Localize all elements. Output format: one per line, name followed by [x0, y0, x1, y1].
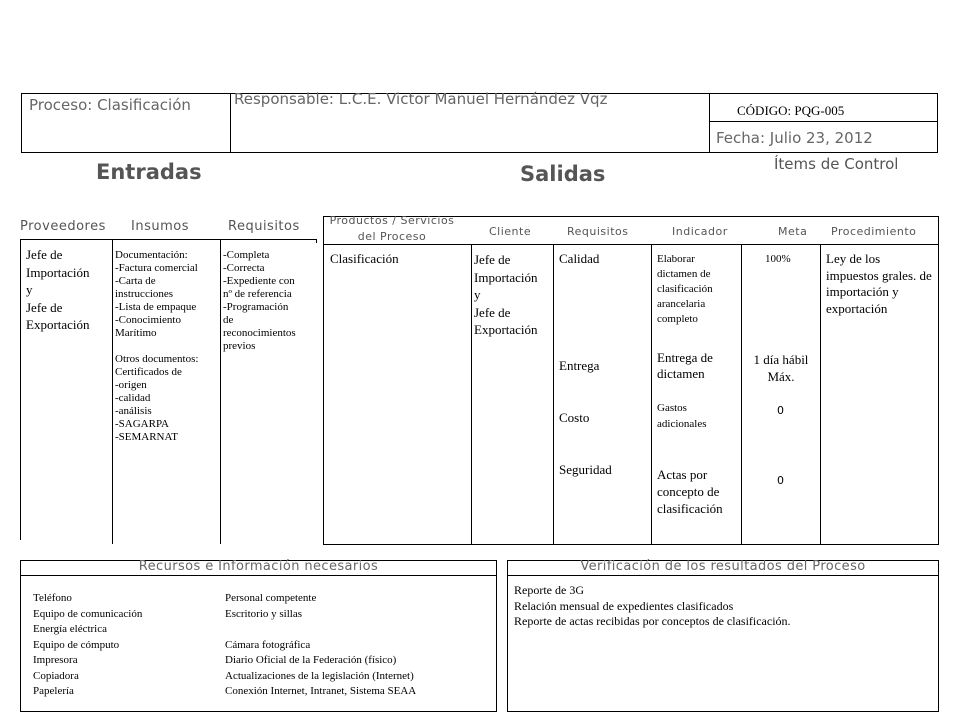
procedimiento-line: impuestos grales. de	[826, 267, 932, 283]
insumo-line: -análisis	[115, 405, 152, 417]
resource-line: Conexión Internet, Intranet, Sistema SEAA	[225, 685, 417, 697]
insumo-line: instrucciones	[115, 288, 174, 300]
inputs-col-divider-2	[220, 239, 221, 544]
proveedor-line: Importación	[26, 264, 90, 280]
responsible-label: Responsable: L.C.E. Victor Manuel Hernández Vqz	[234, 90, 608, 108]
proveedor-line: Jefe de	[26, 247, 63, 262]
resources-title-line	[20, 575, 497, 576]
header-proveedores: Proveedores	[20, 219, 106, 234]
output-procedimiento	[826, 251, 932, 317]
indicador-line: Elaborar	[657, 253, 695, 265]
output-meta-2a: 1 día hábil	[753, 352, 809, 367]
indicador-line: clasificación	[657, 283, 713, 295]
inputs-proveedores	[26, 246, 90, 334]
header-procedimiento: Procedimiento	[831, 225, 917, 238]
insumo-line: Otros documentos:	[115, 353, 199, 365]
output-req-calidad: Calidad	[559, 251, 600, 266]
requisito-line: de	[223, 314, 234, 326]
requisito-line: -Programación	[223, 301, 289, 313]
header-indicador: Indicador	[672, 225, 728, 238]
date-label: Fecha: Julio 23, 2012	[716, 129, 873, 147]
verification-line: Reporte de 3G	[514, 583, 584, 597]
output-meta-4: 0	[777, 474, 784, 487]
indicador-line: clasificación	[657, 501, 723, 516]
resource-line: Copiadora	[33, 669, 79, 682]
output-ind-3	[657, 400, 706, 432]
resources-left-list	[33, 591, 142, 700]
output-meta-2b: Máx.	[767, 369, 795, 384]
requisito-line: -Completa	[223, 249, 270, 261]
cliente-line: Jefe de	[474, 252, 511, 267]
requisito-line: -Correcta	[223, 262, 265, 274]
output-cliente	[474, 251, 538, 339]
header-productos-l2: del Proceso	[357, 230, 427, 243]
resource-line: Equipo de cómputo	[33, 638, 120, 651]
header-productos	[324, 213, 460, 245]
process-title: Proceso: Clasificación	[29, 96, 191, 114]
insumo-line: Documentación:	[115, 249, 188, 261]
header-requisitos-in: Requisitos	[228, 219, 300, 234]
requisito-line: reconocimientos	[223, 327, 296, 339]
header-productos-l1: Productos / Servicios	[329, 214, 455, 227]
resource-line	[225, 622, 416, 638]
insumo-line: -origen	[115, 379, 147, 391]
indicador-line: Entrega de	[657, 350, 713, 365]
indicador-line: concepto de	[657, 484, 720, 499]
resource-line: Equipo de comunicación	[33, 607, 143, 620]
verification-line: Reporte de actas recibidas por conceptos de clasificación.	[514, 614, 791, 628]
verification-list	[514, 583, 791, 630]
resource-line: Personal competente	[225, 592, 317, 604]
insumo-line: Marítimo	[115, 327, 157, 339]
salidas-title: Salidas	[520, 162, 606, 186]
insumo-line: -Carta de	[115, 275, 156, 287]
proveedor-line: Exportación	[26, 317, 90, 332]
requisito-line: previos	[223, 340, 256, 352]
proveedor-line: y	[26, 282, 33, 297]
output-ind-1	[657, 252, 713, 327]
verification-title-line	[507, 575, 939, 576]
requisito-line: -Expediente con	[223, 275, 295, 287]
outputs-col-2	[553, 244, 554, 545]
inputs-insumos	[115, 249, 198, 444]
procedimiento-line: importación y	[826, 284, 899, 299]
output-producto: Clasificación	[330, 251, 399, 266]
cliente-line: y	[474, 287, 481, 302]
indicador-line: Actas por	[657, 467, 708, 482]
insumo-line: Certificados de	[115, 366, 182, 378]
header-meta: Meta	[778, 225, 808, 238]
output-meta-2	[742, 351, 820, 385]
indicador-line: dictamen de	[657, 268, 711, 280]
resource-line: Actualizaciones de la legislación (Internet)	[225, 669, 414, 682]
header-cliente: Cliente	[489, 225, 532, 238]
procedimiento-line: Ley de los	[826, 251, 881, 266]
resource-line: Teléfono	[33, 592, 72, 604]
output-req-seguridad: Seguridad	[559, 462, 612, 477]
inputs-header-line	[20, 239, 316, 240]
proveedor-line: Jefe de	[26, 299, 63, 315]
resource-line: Papelería	[33, 685, 74, 697]
output-req-costo: Costo	[559, 410, 590, 425]
cliente-line: Jefe de	[474, 304, 511, 320]
insumo-line	[115, 340, 198, 353]
header-divider-2	[709, 93, 710, 153]
cliente-line: Importación	[474, 269, 538, 285]
resources-right-list	[225, 591, 416, 700]
header-divider-h	[709, 121, 938, 122]
output-meta-3: 0	[777, 404, 784, 417]
insumo-line: -calidad	[115, 392, 151, 404]
inputs-requisitos	[223, 249, 296, 353]
output-req-entrega: Entrega	[559, 358, 600, 373]
indicador-line: adicionales	[657, 418, 707, 430]
outputs-col-5	[820, 244, 821, 545]
outputs-col-3	[651, 244, 652, 545]
requisito-line: nº de referencia	[223, 288, 292, 300]
verification-line: Relación mensual de expedientes clasificados	[514, 598, 734, 613]
inputs-col-divider-1	[112, 239, 113, 544]
outputs-col-1	[471, 244, 472, 545]
resource-line: Cámara fotográfica	[225, 638, 311, 651]
header-requisitos-out: Requisitos	[567, 225, 629, 238]
output-meta-1: 100%	[765, 253, 791, 265]
header-insumos: Insumos	[131, 219, 189, 234]
insumo-line: -Factura comercial	[115, 262, 198, 274]
insumo-line: -Lista de empaque	[115, 301, 197, 313]
outputs-col-4	[741, 244, 742, 545]
items-control-title: Ítems de Control	[774, 155, 899, 173]
indicador-line: dictamen	[657, 366, 705, 381]
insumo-line: -SAGARPA	[115, 418, 170, 430]
entradas-title: Entradas	[96, 160, 202, 184]
resource-line: Energía eléctrica	[33, 623, 107, 635]
insumo-line: -Conocimiento	[115, 314, 181, 326]
resource-line: Escritorio y sillas	[225, 607, 302, 620]
code-label: CÓDIGO: PQG-005	[737, 103, 845, 118]
output-ind-4	[657, 466, 723, 517]
cliente-line: Exportación	[474, 322, 538, 337]
procedimiento-line: exportación	[826, 300, 888, 316]
indicador-line: completo	[657, 313, 698, 325]
resource-line: Diario Oficial de la Federación (físico)	[225, 654, 397, 666]
inputs-right-border	[316, 239, 317, 243]
resource-line: Impresora	[33, 654, 78, 666]
indicador-line: arancelaria	[657, 298, 706, 310]
inputs-left-border	[20, 239, 21, 540]
indicador-line: Gastos	[657, 402, 687, 414]
resources-title: Recursos e Información necesarios	[138, 559, 379, 574]
insumo-line: -SEMARNAT	[115, 431, 178, 443]
header-divider	[230, 93, 231, 153]
verification-title: Verificación de los resultados del Proceso	[580, 559, 866, 574]
output-ind-2	[657, 350, 713, 382]
